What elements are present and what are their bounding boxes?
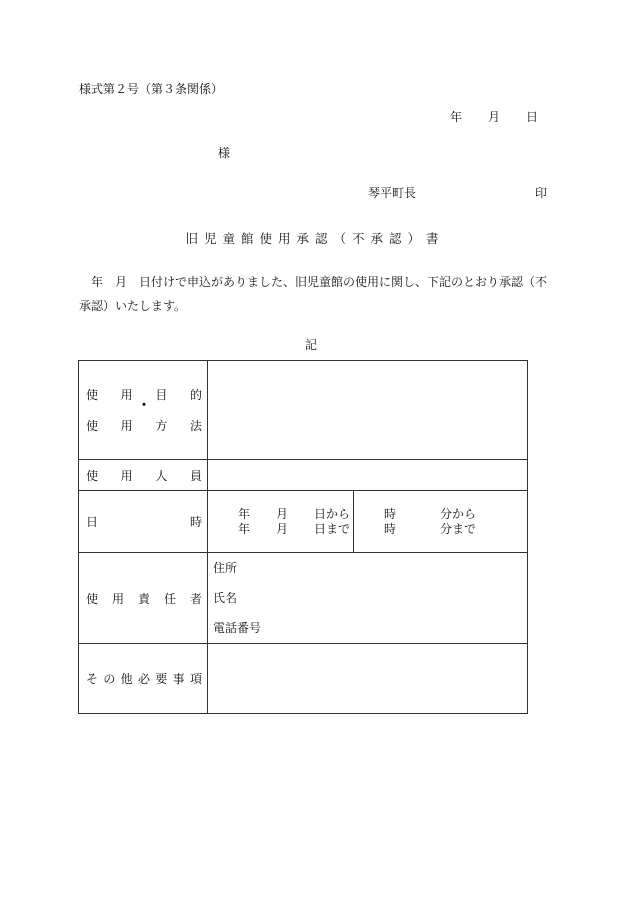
people-value[interactable] (208, 460, 528, 491)
sender-name: 琴平町長 (368, 186, 417, 200)
people-row (79, 460, 528, 491)
document-title: 旧児童館使用承認（不承認）書 (185, 231, 445, 246)
seal-mark: 印 (535, 186, 548, 200)
datetime-row (79, 491, 528, 553)
time-from: 時 分から (384, 506, 477, 521)
other-value[interactable] (208, 644, 528, 714)
other-row (79, 644, 528, 714)
purpose-label (79, 361, 208, 460)
purpose-value[interactable] (208, 361, 528, 460)
body-paragraph: 年 月 日付けで申込がありました、旧児童館の使用に関し、下記のとおり承認（不承認）いたします。 (79, 275, 548, 313)
date-month: 月 (488, 110, 501, 124)
purpose-row (79, 361, 528, 460)
people-label: 使 用 人 員 (79, 460, 208, 491)
phone-label: 電話番号 (213, 621, 262, 635)
responsible-value[interactable] (208, 553, 528, 644)
time-range (354, 491, 527, 552)
details-table (78, 360, 528, 714)
separator-dot: ・ (137, 398, 151, 414)
form-number: 様式第２号（第３条関係） (79, 82, 224, 96)
date-to: 年 月 日まで (238, 521, 351, 536)
ki-heading: 記 (305, 338, 318, 352)
date-year: 年 (450, 110, 463, 124)
addressee-suffix: 様 (218, 146, 231, 160)
responsible-row (79, 553, 528, 644)
datetime-label: 日 時 (79, 491, 208, 553)
date-day: 日 (526, 110, 539, 124)
time-to: 時 分まで (384, 521, 477, 536)
purpose-label-2: 使 用 方 法 (86, 419, 202, 433)
datetime-value[interactable] (208, 491, 528, 553)
date-from: 年 月 日から (238, 506, 351, 521)
date-range (208, 491, 354, 552)
responsible-label: 使 用 責 任 者 (79, 553, 208, 644)
other-label: そ の 他 必 要 事 項 (79, 644, 208, 714)
name-label: 氏名 (213, 591, 238, 605)
issue-date (450, 108, 538, 125)
address-label: 住所 (213, 561, 238, 575)
purpose-label-1: 使 用 目 的 (86, 388, 202, 402)
